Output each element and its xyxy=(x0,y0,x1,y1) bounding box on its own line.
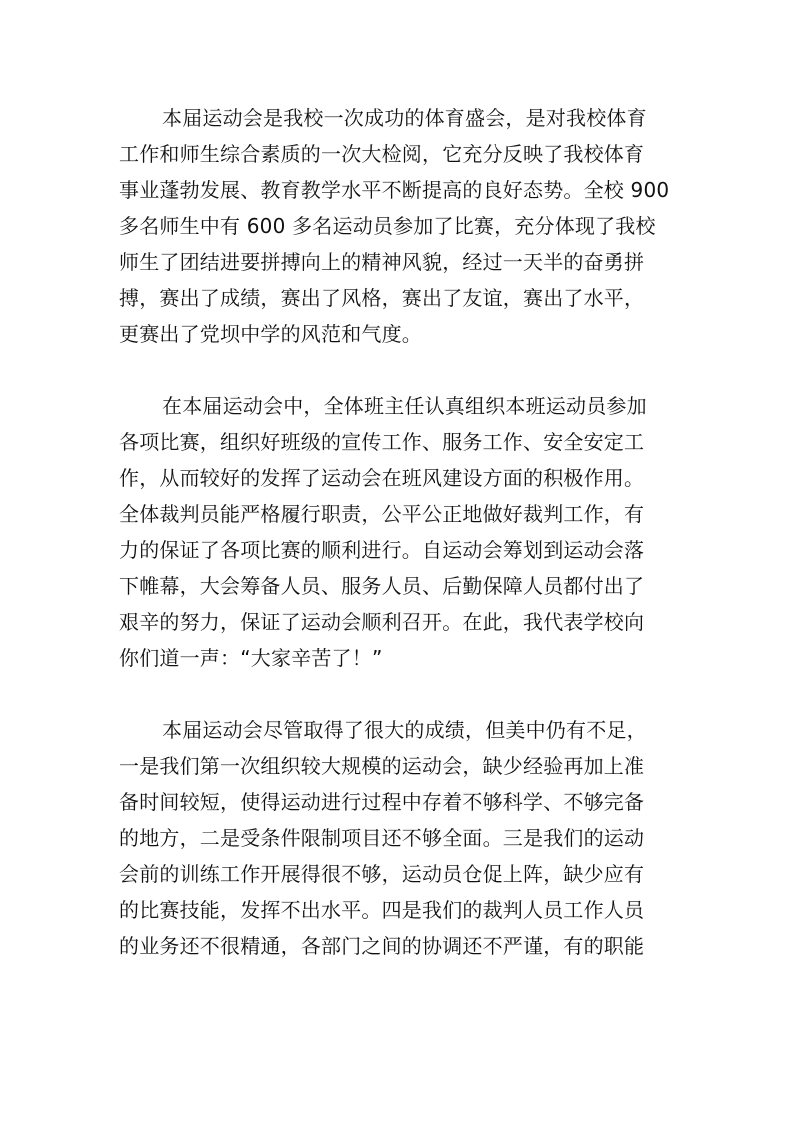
paragraph-2-line-1: 在本届运动会中，全体班主任认真组织本班运动员参加 xyxy=(162,394,647,418)
paragraph-3-line-1: 本届运动会尽管取得了很大的成绩，但美中仍有不足， xyxy=(162,718,647,742)
paragraph-1-line-4: 多名师生中有 600 多名运动员参加了比赛，充分体现了我校 xyxy=(119,214,656,238)
paragraph-2-line-3: 作，从而较好的发挥了运动会在班风建设方面的积极作用。 xyxy=(119,466,645,490)
paragraph-3-line-2: 一是我们第一次组织较大规模的运动会，缺少经验再加上准 xyxy=(119,754,645,778)
paragraph-2-line-4: 全体裁判员能严格履行职责，公平公正地做好裁判工作，有 xyxy=(119,502,645,526)
paragraph-3-line-6: 的比赛技能，发挥不出水平。四是我们的裁判人员工作人员 xyxy=(119,898,645,922)
paragraph-1-line-5: 师生了团结进要拼搏向上的精神风貌，经过一天半的奋勇拼 xyxy=(119,250,645,274)
paragraph-3-line-7: 的业务还不很精通，各部门之间的协调还不严谨，有的职能 xyxy=(119,934,645,958)
paragraph-1-line-3: 事业蓬勃发展、教育教学水平不断提高的良好态势。全校 900 xyxy=(119,178,670,202)
paragraph-1-line-2: 工作和师生综合素质的一次大检阅，它充分反映了我校体育 xyxy=(119,142,645,166)
paragraph-1-line-1: 本届运动会是我校一次成功的体育盛会，是对我校体育 xyxy=(162,106,647,130)
paragraph-2-line-8: 你们道一声：“大家辛苦了！” xyxy=(119,646,383,670)
paragraph-2-line-7: 艰辛的努力，保证了运动会顺利召开。在此，我代表学校向 xyxy=(119,610,645,634)
paragraph-2-line-2: 各项比赛，组织好班级的宣传工作、服务工作、安全安定工 xyxy=(119,430,645,454)
paragraph-2-line-5: 力的保证了各项比赛的顺利进行。自运动会筹划到运动会落 xyxy=(119,538,645,562)
paragraph-1-line-6: 搏，赛出了成绩，赛出了风格，赛出了友谊，赛出了水平， xyxy=(119,286,645,310)
paragraph-3-line-3: 备时间较短，使得运动进行过程中存着不够科学、不够完备 xyxy=(119,790,645,814)
paragraph-1-line-7: 更赛出了党坝中学的风范和气度。 xyxy=(119,322,422,346)
paragraph-2-line-6: 下帷幕，大会筹备人员、服务人员、后勤保障人员都付出了 xyxy=(119,574,645,598)
paragraph-3-line-4: 的地方，二是受条件限制项目还不够全面。三是我们的运动 xyxy=(119,826,645,850)
paragraph-3-line-5: 会前的训练工作开展得很不够，运动员仓促上阵，缺少应有 xyxy=(119,862,645,886)
